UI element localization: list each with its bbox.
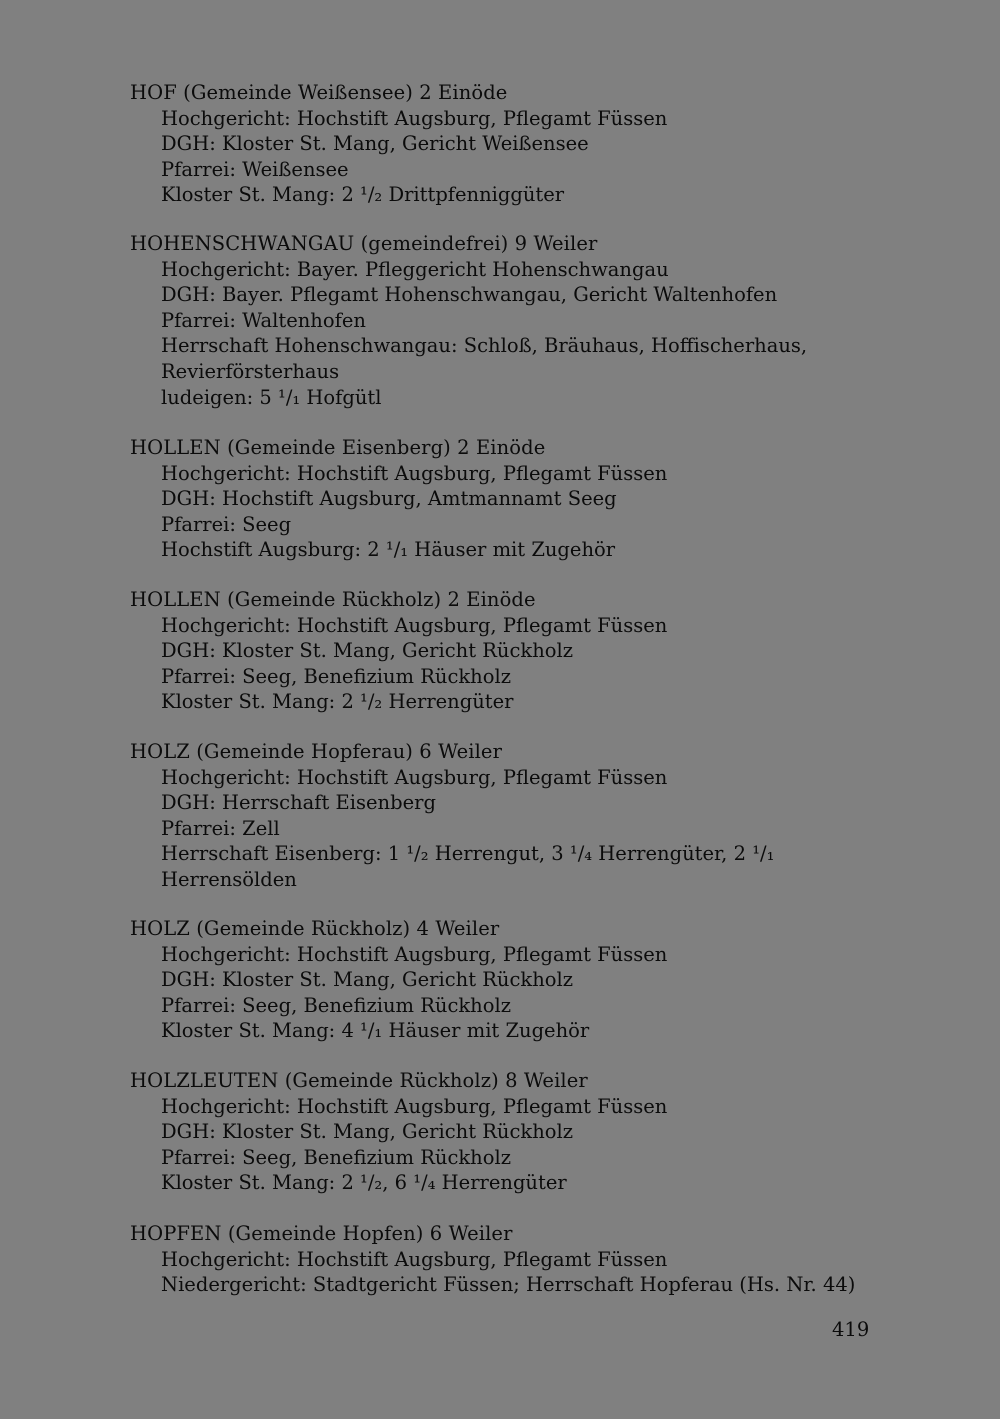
entry-line: Kloster St. Mang: 2 ¹/₂ Drittpfenniggüter xyxy=(161,183,565,207)
entry-heading: HOHENSCHWANGAU (gemeindefrei) 9 Weiler xyxy=(130,232,598,255)
entry-line: Hochgericht: Hochstift Augsburg, Pflegamt Füssen xyxy=(161,613,668,637)
entry-holz-hopferau xyxy=(130,739,865,893)
entry-hohenschwangau xyxy=(130,231,865,410)
page-number: 419 xyxy=(832,1318,870,1341)
entry-holzleuten xyxy=(130,1068,865,1196)
entry-line: Pfarrei: Zell xyxy=(161,816,280,840)
entry-hopfen xyxy=(130,1221,865,1298)
entry-line: Hochstift Augsburg: 2 ¹/₁ Häuser mit Zugehör xyxy=(161,538,616,562)
entry-line: Niedergericht: Stadtgericht Füssen; Herrschaft Hopferau (Hs. Nr. 44) xyxy=(161,1273,856,1297)
entry-hof xyxy=(130,80,865,208)
entry-line: Herrschaft Hohenschwangau: Schloß, Bräuhaus, Hoffischerhaus, Revierförsterhaus xyxy=(161,334,808,383)
entry-line: Herrschaft Eisenberg: 1 ¹/₂ Herrengut, 3 ¹/₄ Herrengüter, 2 ¹/₁ Herrensölden xyxy=(161,842,775,891)
entry-heading: HOLLEN (Gemeinde Eisenberg) 2 Einöde xyxy=(130,436,546,459)
entry-line: DGH: Kloster St. Mang, Gericht Weißensee xyxy=(161,132,589,156)
entry-line: Pfarrei: Weißensee xyxy=(161,157,349,181)
entry-line: DGH: Herrschaft Eisenberg xyxy=(161,791,436,815)
entry-line: Kloster St. Mang: 2 ¹/₂ Herrengüter xyxy=(161,690,514,714)
entry-line: Pfarrei: Waltenhofen xyxy=(161,308,366,332)
entry-line: Hochgericht: Hochstift Augsburg, Pflegamt Füssen xyxy=(161,942,668,966)
entry-line: Hochgericht: Hochstift Augsburg, Pflegamt Füssen xyxy=(161,1247,668,1271)
entry-line: DGH: Kloster St. Mang, Gericht Rückholz xyxy=(161,639,574,663)
entry-line: Pfarrei: Seeg, Benefizium Rückholz xyxy=(161,664,511,688)
entry-line: Hochgericht: Hochstift Augsburg, Pflegamt Füssen xyxy=(161,765,668,789)
entry-line: Hochgericht: Bayer. Pfleggericht Hohenschwangau xyxy=(161,257,669,281)
entry-line: DGH: Kloster St. Mang, Gericht Rückholz xyxy=(161,1120,574,1144)
entry-heading: HOLZ (Gemeinde Hopferau) 6 Weiler xyxy=(130,740,502,763)
entry-line: ludeigen: 5 ¹/₁ Hofgütl xyxy=(161,385,382,409)
entry-hollen-eisenberg xyxy=(130,435,865,563)
entry-line: DGH: Bayer. Pflegamt Hohenschwangau, Gericht Waltenhofen xyxy=(161,283,778,307)
entry-line: Kloster St. Mang: 4 ¹/₁ Häuser mit Zugehör xyxy=(161,1019,590,1043)
entry-holz-rueckholz xyxy=(130,916,865,1044)
entry-hollen-rueckholz xyxy=(130,587,865,715)
entry-line: Hochgericht: Hochstift Augsburg, Pflegamt Füssen xyxy=(161,106,668,130)
entry-heading: HOLLEN (Gemeinde Rückholz) 2 Einöde xyxy=(130,588,536,611)
entry-heading: HOLZLEUTEN (Gemeinde Rückholz) 8 Weiler xyxy=(130,1069,588,1092)
entry-heading: HOPFEN (Gemeinde Hopfen) 6 Weiler xyxy=(130,1222,513,1245)
entry-line: Hochgericht: Hochstift Augsburg, Pflegamt Füssen xyxy=(161,461,668,485)
entry-line: Pfarrei: Seeg, Benefizium Rückholz xyxy=(161,993,511,1017)
entry-heading: HOF (Gemeinde Weißensee) 2 Einöde xyxy=(130,81,508,104)
entry-line: Hochgericht: Hochstift Augsburg, Pflegamt Füssen xyxy=(161,1094,668,1118)
entry-heading: HOLZ (Gemeinde Rückholz) 4 Weiler xyxy=(130,917,500,940)
entry-line: DGH: Kloster St. Mang, Gericht Rückholz xyxy=(161,968,574,992)
entry-line: Pfarrei: Seeg xyxy=(161,512,292,536)
entry-line: DGH: Hochstift Augsburg, Amtmannamt Seeg xyxy=(161,487,617,511)
entry-line: Kloster St. Mang: 2 ¹/₂, 6 ¹/₄ Herrengüter xyxy=(161,1171,567,1195)
entry-line: Pfarrei: Seeg, Benefizium Rückholz xyxy=(161,1145,511,1169)
